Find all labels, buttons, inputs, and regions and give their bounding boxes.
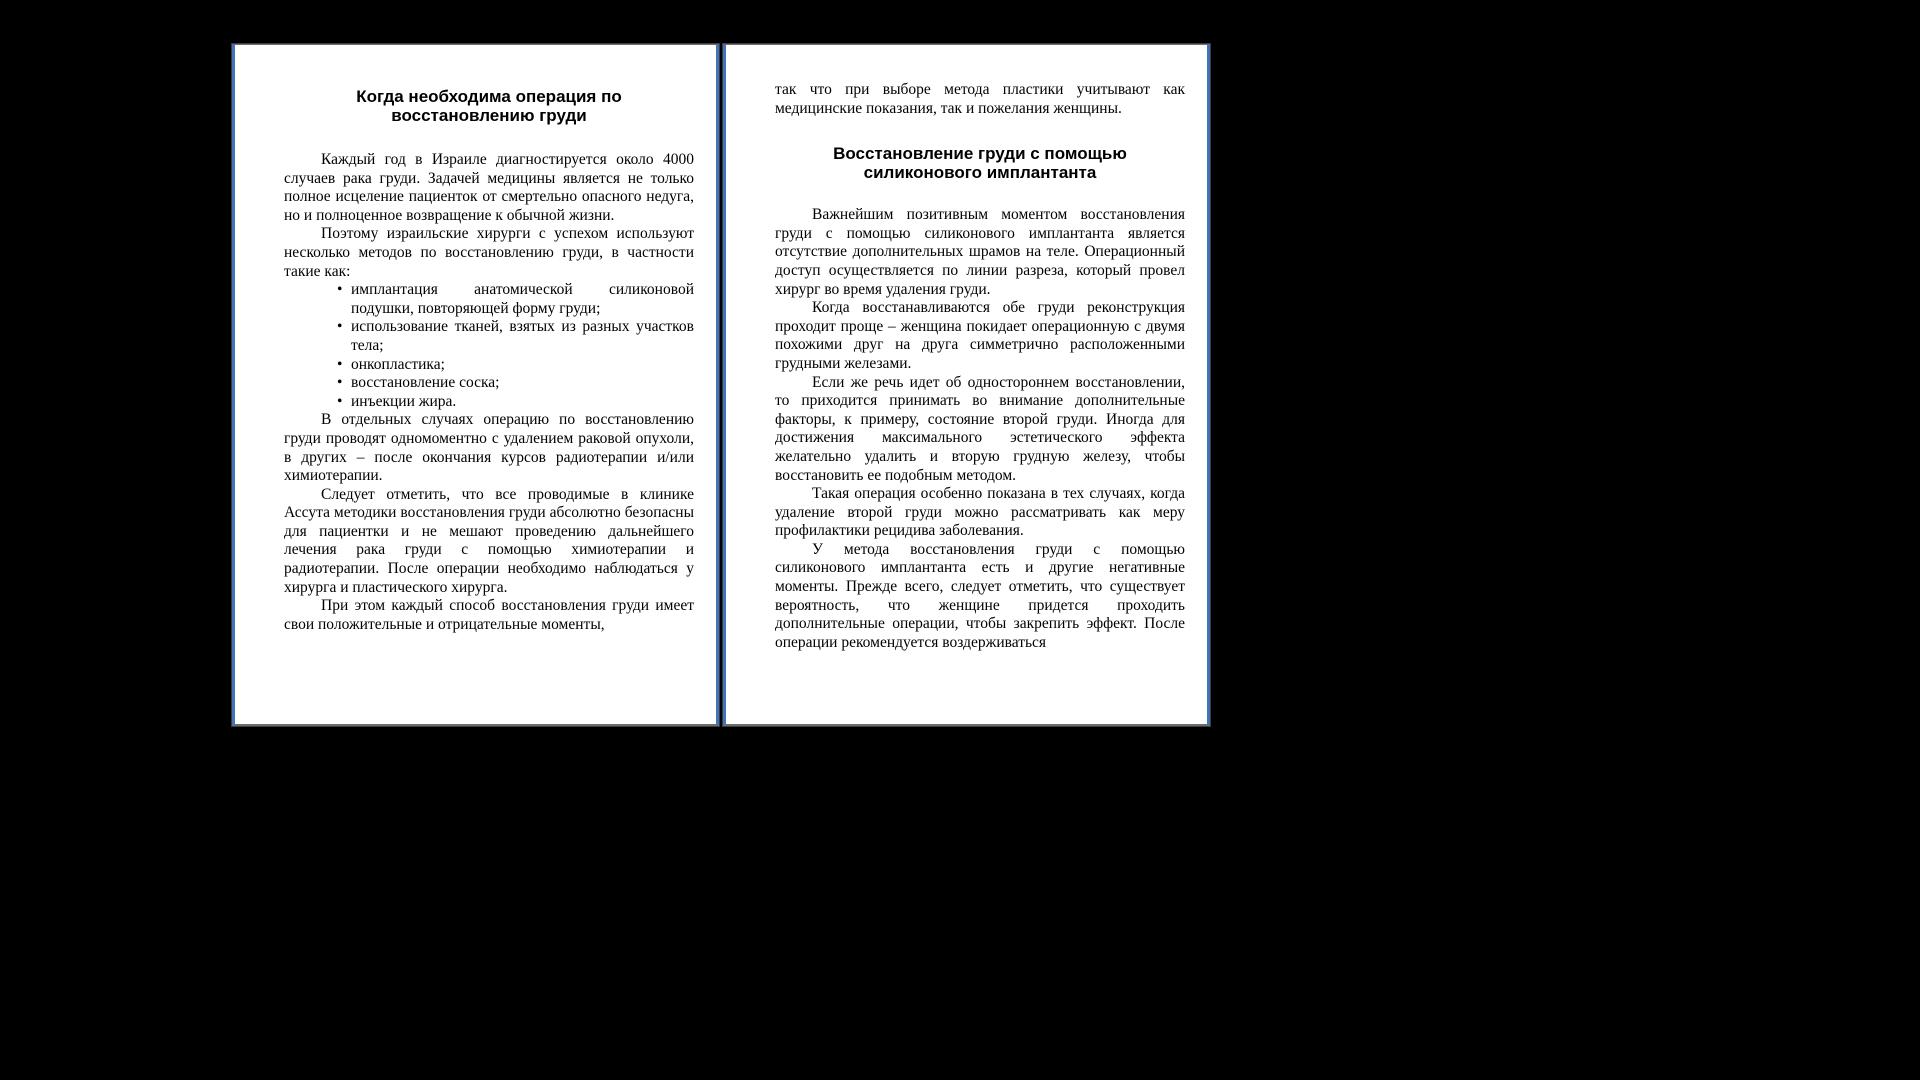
- paragraph: Если же речь идет об одностороннем восстановлении, то приходится принимать во внимание дополнительные факторы, к примеру, состояние второй груди. Иногда для достижения максимального эстетического эффекта желательно удалить и вторую грудную железу, чтобы восстановить ее подобным методом.: [775, 373, 1185, 484]
- document-page-1: [232, 44, 719, 726]
- paragraph: Каждый год в Израиле диагностируется около 4000 случаев рака груди. Задачей медицины является не только полное исцеление пациенток от смертельно опасного недуга, но и полноценное возвращение к обычной жизни.: [284, 151, 694, 224]
- paragraph: Такая операция особенно показана в тех случаях, когда удаление второй груди можно рассматривать как меру профилактики рецидива заболевания.: [775, 485, 1185, 540]
- paragraph: У метода восстановления груди с помощью силиконового имплантанта есть и другие негативные моменты. Прежде всего, следует отметить, что существует вероятность, что женщине придется проходить дополнительные операции, чтобы закрепить эффект. После операции рекомендуется воздерживаться: [775, 540, 1185, 651]
- page-2-content: [726, 45, 1207, 652]
- paragraph: Следует отметить, что все проводимые в клинике Ассута методики восстановления груди абсолютно безопасны для пациентки и не мешают проведению дальнейшего лечения рака груди с помощью химиотерапии и радиотерапии. После операции необходимо наблюдаться у хирурга и пластического хирурга.: [284, 485, 694, 596]
- list-item: • использование тканей, взятых из разных участков тела;: [337, 318, 694, 355]
- paragraph: Поэтому израильские хирурги с успехом используют несколько методов по восстановлению груди, в частности такие как:: [284, 225, 694, 280]
- page-1-content: [235, 45, 716, 634]
- paragraph: Важнейшим позитивным моментом восстановления груди с помощью силиконового имплантанта является отсутствие дополнительных шрамов на теле. Операционный доступ осуществляется по линии разреза, который провел хирург во время удаления груди.: [775, 206, 1185, 298]
- paragraph: В отдельных случаях операцию по восстановлению груди проводят одномоментно с удалением раковой опухоли, в других – после окончания курсов радиотерапии и/или химиотерапии.: [284, 411, 694, 485]
- paragraph: Когда восстанавливаются обе груди реконструкция проходит проще – женщина покидает операционную с двумя похожими друг на друга симметрично расположенными грудными железами.: [775, 299, 1185, 372]
- page-2-section-heading: Восстановление груди с помощью силиконового имплантанта: [833, 144, 1127, 183]
- list-item: • имплантация анатомической силиконовой подушки, повторяющей форму груди;: [337, 281, 694, 318]
- document-page-2: [723, 44, 1210, 726]
- continuation-paragraph: так что при выборе метода пластики учитывают как медицинские показания, так и пожелания женщины.: [775, 81, 1185, 117]
- list-item: • восстановление соска;: [337, 374, 694, 393]
- methods-bullet-list: [284, 281, 694, 411]
- list-item: • инъекции жира.: [337, 393, 694, 412]
- document-page-spread[interactable]: [232, 44, 1210, 726]
- paragraph: При этом каждый способ восстановления груди имеет свои положительные и отрицательные моменты,: [284, 597, 694, 633]
- page-1-title: Когда необходима операция по восстановлению груди: [356, 87, 622, 125]
- list-item: • онкопластика;: [337, 356, 694, 375]
